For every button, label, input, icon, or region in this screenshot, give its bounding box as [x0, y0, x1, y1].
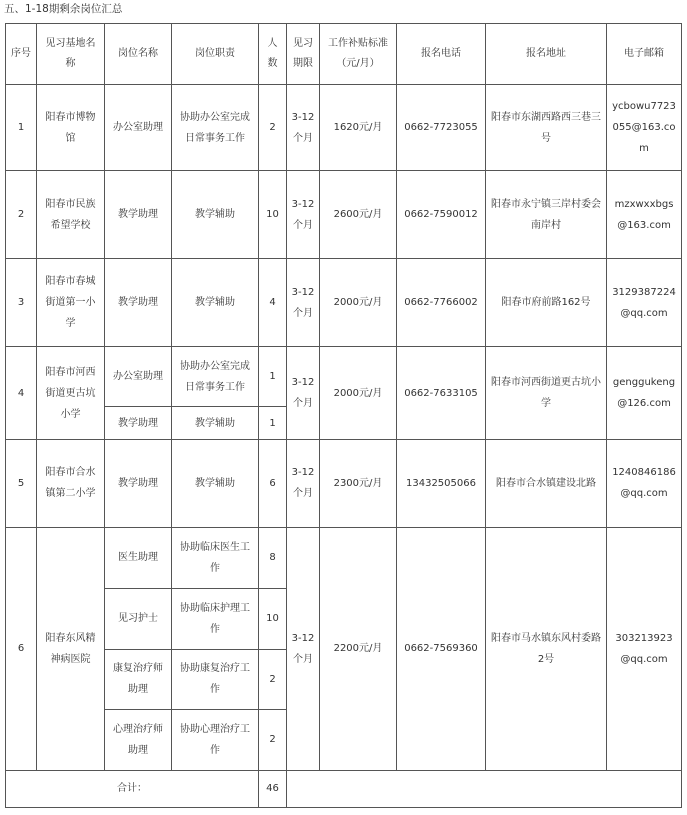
cell-seq: 2	[6, 171, 37, 259]
table-row	[6, 527, 682, 588]
cell-base: 阳春市博物馆	[37, 85, 105, 171]
cell-subsidy: 1620元/月	[320, 85, 397, 171]
total-count: 46	[259, 770, 287, 807]
table-row	[6, 171, 682, 259]
header-duty: 岗位职责	[172, 24, 259, 85]
cell-address: 阳春市府前路162号	[486, 259, 607, 347]
total-row	[6, 770, 682, 807]
total-label: 合计：	[6, 770, 259, 807]
cell-duty: 教学辅助	[172, 171, 259, 259]
header-address: 报名地址	[486, 24, 607, 85]
cell-email: mzxwxxbgs@163.com	[607, 171, 682, 259]
cell-count: 6	[259, 440, 287, 527]
total-blank	[287, 770, 682, 807]
cell-period: 3-12个月	[287, 171, 320, 259]
cell-period: 3-12个月	[287, 440, 320, 527]
cell-position: 教学助理	[105, 407, 172, 440]
cell-phone: 0662-7569360	[397, 527, 486, 770]
cell-position: 教学助理	[105, 171, 172, 259]
cell-address: 阳春市合水镇建设北路	[486, 440, 607, 527]
cell-count: 10	[259, 171, 287, 259]
cell-duty: 教学辅助	[172, 259, 259, 347]
cell-address: 阳春市马水镇东风村委路2号	[486, 527, 607, 770]
cell-position: 康复治疗师助理	[105, 649, 172, 709]
cell-phone: 0662-7633105	[397, 347, 486, 440]
cell-position: 教学助理	[105, 440, 172, 527]
header-position: 岗位名称	[105, 24, 172, 85]
header-count: 人数	[259, 24, 287, 85]
cell-subsidy: 2600元/月	[320, 171, 397, 259]
cell-phone: 0662-7723055	[397, 85, 486, 171]
cell-email: 3129387224@qq.com	[607, 259, 682, 347]
cell-seq: 4	[6, 347, 37, 440]
cell-duty: 协助心理治疗工作	[172, 709, 259, 770]
cell-duty: 教学辅助	[172, 440, 259, 527]
cell-email: 303213923@qq.com	[607, 527, 682, 770]
header-phone: 报名电话	[397, 24, 486, 85]
cell-count: 1	[259, 407, 287, 440]
table-row	[6, 347, 682, 407]
cell-duty: 协助办公室完成日常事务工作	[172, 85, 259, 171]
header-base: 见习基地名称	[37, 24, 105, 85]
cell-count: 2	[259, 709, 287, 770]
cell-phone: 13432505066	[397, 440, 486, 527]
cell-address: 阳春市永宁镇三岸村委会南岸村	[486, 171, 607, 259]
cell-base: 阳春市合水镇第二小学	[37, 440, 105, 527]
cell-seq: 5	[6, 440, 37, 527]
header-period: 见习期限	[287, 24, 320, 85]
header-email: 电子邮箱	[607, 24, 682, 85]
table-row	[6, 259, 682, 347]
cell-position: 心理治疗师助理	[105, 709, 172, 770]
cell-email: 1240846186@qq.com	[607, 440, 682, 527]
cell-period: 3-12个月	[287, 347, 320, 440]
cell-count: 10	[259, 588, 287, 649]
cell-address: 阳春市东湖西路西三巷三号	[486, 85, 607, 171]
header-row	[6, 24, 682, 85]
cell-subsidy: 2000元/月	[320, 347, 397, 440]
cell-phone: 0662-7766002	[397, 259, 486, 347]
cell-duty: 协助临床医生工作	[172, 527, 259, 588]
header-seq: 序号	[6, 24, 37, 85]
table-row	[6, 85, 682, 171]
cell-count: 4	[259, 259, 287, 347]
cell-subsidy: 2000元/月	[320, 259, 397, 347]
cell-address: 阳春市河西街道更古坑小学	[486, 347, 607, 440]
cell-subsidy: 2300元/月	[320, 440, 397, 527]
cell-period: 3-12个月	[287, 527, 320, 770]
cell-duty: 协助临床护理工作	[172, 588, 259, 649]
cell-count: 2	[259, 649, 287, 709]
cell-email: ycbowu7723055@163.com	[607, 85, 682, 171]
cell-position: 办公室助理	[105, 347, 172, 407]
cell-duty: 协助康复治疗工作	[172, 649, 259, 709]
header-subsidy: 工作补贴标准（元/月）	[320, 24, 397, 85]
cell-phone: 0662-7590012	[397, 171, 486, 259]
cell-period: 3-12个月	[287, 259, 320, 347]
cell-position: 见习护士	[105, 588, 172, 649]
cell-email: genggukeng@126.com	[607, 347, 682, 440]
cell-count: 1	[259, 347, 287, 407]
cell-subsidy: 2200元/月	[320, 527, 397, 770]
cell-base: 阳春市民族希望学校	[37, 171, 105, 259]
cell-seq: 1	[6, 85, 37, 171]
cell-duty: 协助办公室完成日常事务工作	[172, 347, 259, 407]
cell-base: 阳春市春城街道第一小学	[37, 259, 105, 347]
table-row	[6, 440, 682, 527]
cell-position: 教学助理	[105, 259, 172, 347]
cell-seq: 3	[6, 259, 37, 347]
page-title: 五、1-18期剩余岗位汇总	[4, 3, 123, 15]
cell-count: 8	[259, 527, 287, 588]
vacancy-table	[5, 23, 682, 808]
cell-duty: 教学辅助	[172, 407, 259, 440]
cell-base: 阳春东风精神病医院	[37, 527, 105, 770]
cell-position: 医生助理	[105, 527, 172, 588]
cell-position: 办公室助理	[105, 85, 172, 171]
cell-count: 2	[259, 85, 287, 171]
cell-base: 阳春市河西街道更古坑小学	[37, 347, 105, 440]
cell-seq: 6	[6, 527, 37, 770]
cell-period: 3-12个月	[287, 85, 320, 171]
